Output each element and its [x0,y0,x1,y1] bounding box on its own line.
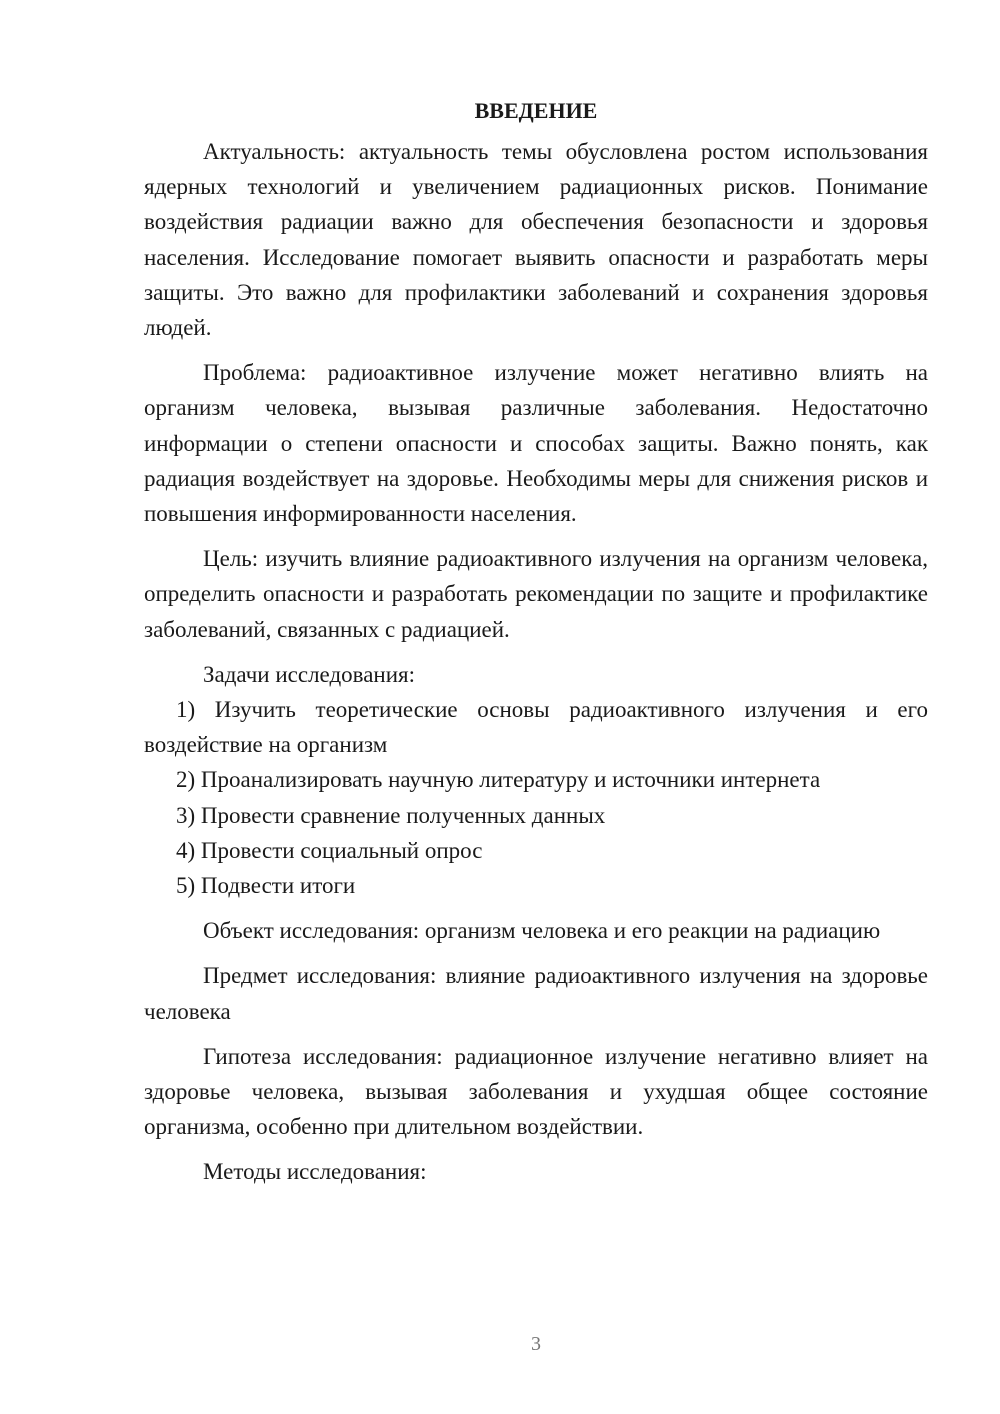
task-item-3: 3) Провести сравнение полученных данных [176,802,606,828]
task-item-4: 4) Провести социальный опрос [176,837,483,863]
paragraph-object: Объект исследования: организм человека и его реакции на радиацию [203,918,881,944]
paragraph-problem: Проблема: радиоактивное излучение может негативно влиять на организм человека, вызывая различные заболевания. Недостаточно информации о степени опасности и способах защиты. Важно понять, как радиация воздействует на здоровье. Необходимы меры для снижения рисков и повышения информированности населения. [144,360,928,527]
document-page [144,96,928,1190]
paragraph-goal: Цель: изучить влияние радиоактивного излучения на организм человека, определить опасности и разработать рекомендации по защите и профилактике заболеваний, связанных с радиацией. [144,546,928,642]
task-item-1: 1) Изучить теоретические основы радиоактивного излучения и его воздействие на организм [144,697,928,758]
tasks-title: Задачи исследования: [203,661,416,687]
task-item-2: 2) Проанализировать научную литературу и источники интернета [176,767,821,793]
paragraph-hypothesis: Гипотеза исследования: радиационное излучение негативно влияет на здоровье человека, вызывая заболевания и ухудшая общее состояние организма, особенно при длительном воздействии. [144,1043,928,1140]
paragraph-relevance: Актуальность: актуальность темы обусловлена ростом использования ядерных технологий и увеличением радиационных рисков. Понимание воздействия радиации важно для обеспечения безопасности и здоровья населения. Исследование помогает выявить опасности и разработать меры защиты. Это важно для профилактики заболеваний и сохранения здоровья людей. [144,139,928,341]
page-number: 3 [531,1333,541,1355]
methods-title: Методы исследования: [203,1159,427,1185]
task-item-5: 5) Подвести итоги [176,873,356,899]
section-heading: ВВЕДЕНИЕ [474,98,598,123]
paragraph-subject: Предмет исследования: влияние радиоактивного излучения на здоровье человека [144,963,928,1024]
